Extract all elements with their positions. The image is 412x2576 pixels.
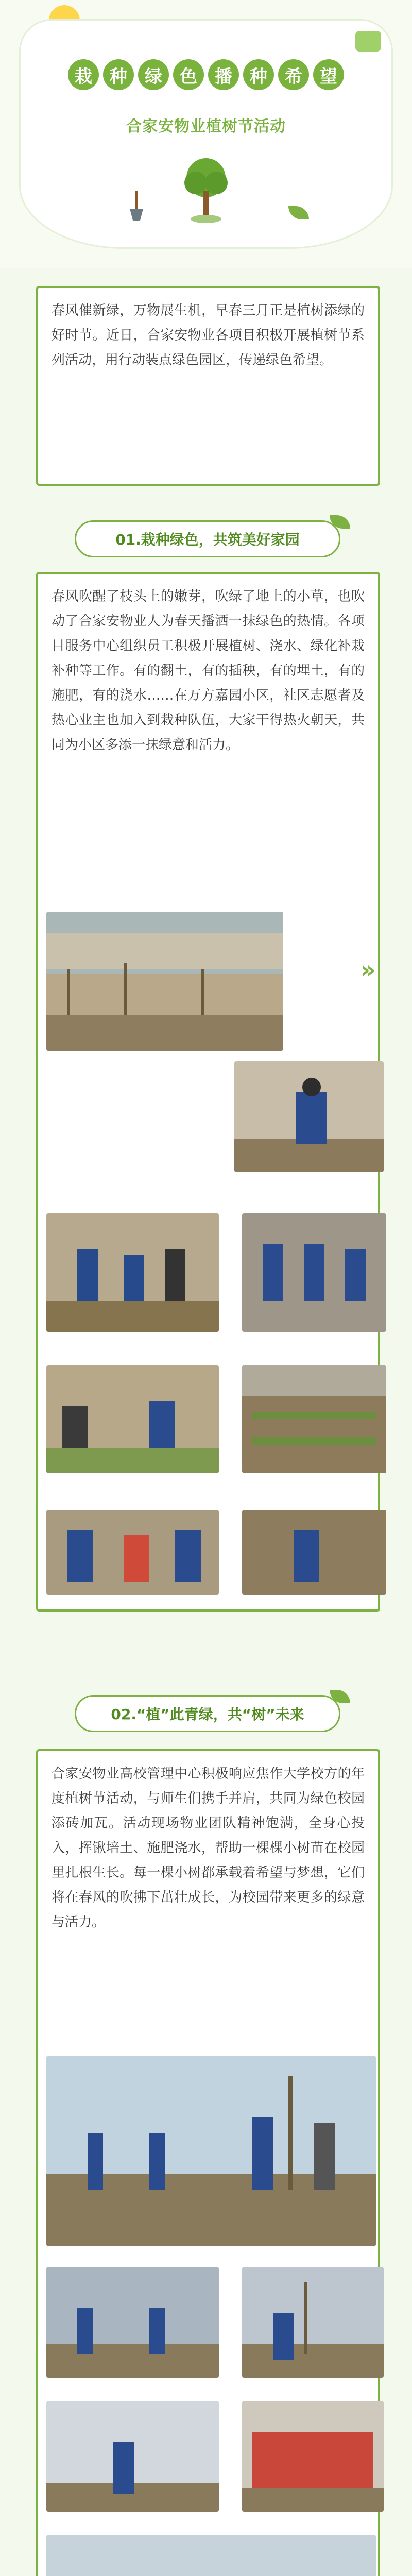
title-char: 绿 (138, 59, 169, 90)
intro-text: 春风催新绿，万物展生机，早春三月正是植树添绿的好时节。近日，合家安物业各项目积极开展植树节系列活动，用行动装点绿色园区，传递绿色希望。 (52, 303, 365, 368)
photo-worker-digging (234, 1061, 384, 1172)
photo-volunteers (46, 1510, 219, 1595)
photo-team-watering (46, 2267, 219, 2378)
title-char: 栽 (68, 59, 99, 90)
page-subtitle: 合家安物业植树节活动 (126, 117, 286, 135)
section-text: 春风吹醒了枝头上的嫩芽，吹绿了地上的小草，也吹动了合家安物业人为春天播洒一抹绿色的热情。各项目服务中心组织员工积极开展植树、浇水、绿化补栽补种等工作。有的翻土，有的插秧，有的埋土，有的施肥，有的浇水……在万方嘉园小区，社区志愿者及热心业主也加入到栽种队伍，大家干得热火朝天，共同为小区多添一抹绿意和活力。 (52, 589, 365, 753)
title-row (46, 59, 366, 100)
photo-tree-support (242, 2267, 384, 2378)
title-char: 种 (103, 59, 134, 90)
intro-card (36, 286, 380, 486)
title-char: 希 (278, 59, 309, 90)
double-chevron-right-icon: » (360, 956, 376, 984)
title-char: 种 (243, 59, 274, 90)
photo-planted-saplings (46, 912, 283, 1051)
photo-shoveling (46, 2401, 219, 2512)
photo-planting-team (46, 1213, 219, 1332)
section-heading: 01.栽种绿色，共筑美好家园 (75, 520, 340, 557)
photo-watering (242, 1213, 386, 1332)
tree-icon (180, 155, 232, 227)
title-char: 望 (313, 59, 344, 90)
photo-group-banner (46, 2535, 376, 2576)
photo-soil-work (242, 1510, 386, 1595)
photo-campus-planting (46, 2056, 376, 2246)
photo-garden-rows (242, 1365, 386, 1473)
shovel-icon (124, 191, 149, 222)
title-char: 色 (173, 59, 204, 90)
title-char: 播 (208, 59, 239, 90)
photo-group-flag (242, 2401, 384, 2512)
section-text: 合家安物业高校管理中心积极响应焦作大学校方的年度植树节活动，与师生们携手并肩，共同为绿色校园添砖加瓦。活动现场物业团队精神饱满，全身心投入，挥锹培土、施肥浇水，帮助一棵棵小树苗在校园里扎根生长。每一棵小树都承载着希望与梦想，它们将在春风的吹拂下茁壮成长，为校园带来更多的绿意与活力。 (52, 1766, 365, 1930)
photo-flower-bed (46, 1365, 219, 1473)
envelope-icon (355, 31, 381, 52)
section-heading: 02.“植”此青绿，共“树”未来 (75, 1695, 340, 1732)
